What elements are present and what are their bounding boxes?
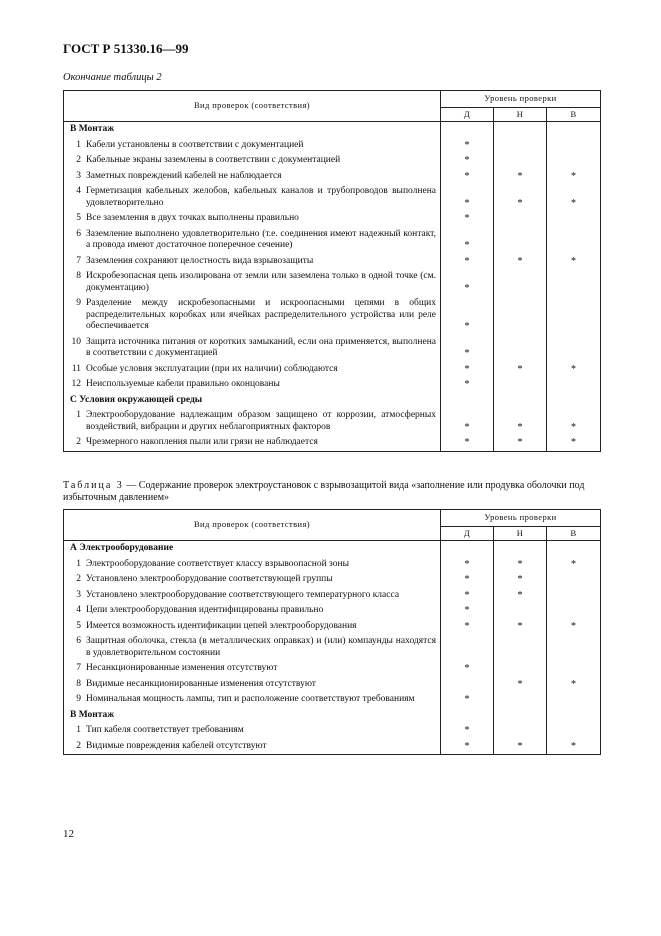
level-v-mark bbox=[547, 377, 601, 393]
level-d-mark: * bbox=[441, 572, 494, 588]
level-label-v: В bbox=[547, 108, 601, 122]
section-heading bbox=[64, 541, 441, 557]
level-d-mark: * bbox=[441, 184, 494, 211]
item-number: 2 bbox=[76, 437, 81, 447]
item-text: Заземления сохраняют целостность вида взрывозащиты bbox=[86, 255, 314, 266]
check-item bbox=[64, 296, 441, 335]
table-row bbox=[64, 362, 601, 378]
item-text: Защита источника питания от коротких замыканий, если она применяется, выполнена в соответствии с документацией bbox=[86, 336, 436, 358]
level-v-mark: * bbox=[547, 677, 601, 693]
table-row bbox=[64, 184, 601, 211]
section-heading-text: С Условия окружающей среды bbox=[70, 394, 203, 405]
level-label-v: В bbox=[547, 527, 601, 541]
check-item bbox=[64, 169, 441, 185]
level-d-mark: * bbox=[441, 211, 494, 227]
item-text: Видимые повреждения кабелей отсутствуют bbox=[86, 740, 267, 751]
level-n-mark bbox=[494, 138, 547, 154]
item-number: 1 bbox=[76, 558, 81, 569]
item-number: 9 bbox=[76, 694, 81, 704]
level-v-mark bbox=[547, 603, 601, 619]
item-text: Все заземления в двух точках выполнены правильно bbox=[86, 213, 299, 223]
level-n-mark bbox=[494, 335, 547, 362]
item-text: Электрооборудование соответствует классу взрывоопасной зоны bbox=[86, 558, 349, 569]
check-item bbox=[64, 184, 441, 211]
level-v-mark: * bbox=[547, 557, 601, 573]
section-row bbox=[64, 122, 601, 138]
level-n-mark: * bbox=[494, 408, 547, 435]
table-row bbox=[64, 572, 601, 588]
table3-caption bbox=[63, 480, 601, 504]
check-item bbox=[64, 408, 441, 435]
item-number: 5 bbox=[76, 213, 81, 223]
item-number: 2 bbox=[76, 155, 81, 165]
item-text: Кабельные экраны заземлены в соответствии с документацией bbox=[86, 155, 341, 165]
check-item bbox=[64, 557, 441, 573]
level-n-mark: * bbox=[494, 557, 547, 573]
level-d-mark: * bbox=[441, 362, 494, 378]
item-number: 12 bbox=[71, 379, 81, 389]
level-label-n: Н bbox=[494, 527, 547, 541]
item-number: 4 bbox=[76, 605, 81, 615]
level-cell bbox=[547, 393, 601, 409]
level-v-mark: * bbox=[547, 739, 601, 755]
table-row bbox=[64, 739, 601, 755]
item-number: 7 bbox=[76, 663, 81, 673]
level-v-mark bbox=[547, 153, 601, 169]
item-text: Разделение между искробезопасными и искроопасными цепями в общих распределительных коробках или ячейках распределительного устройства или реле обеспечивается bbox=[86, 298, 436, 331]
level-cell bbox=[441, 122, 494, 138]
level-n-mark bbox=[494, 634, 547, 661]
level-d-mark: * bbox=[441, 739, 494, 755]
section-row bbox=[64, 393, 601, 409]
table-row bbox=[64, 408, 601, 435]
table-row bbox=[64, 138, 601, 154]
level-v-mark bbox=[547, 211, 601, 227]
level-v-mark bbox=[547, 661, 601, 677]
item-number: 10 bbox=[71, 336, 81, 347]
item-text: Заземление выполнено удовлетворительно (т.е. соединения имеют надежный контакт, а провода имеют достаточное поперечное сечение) bbox=[86, 228, 436, 250]
level-d-mark: * bbox=[441, 254, 494, 270]
section-heading-text: В Монтаж bbox=[70, 709, 115, 720]
item-text: Тип кабеля соответствует требованиям bbox=[86, 725, 244, 735]
table-row bbox=[64, 692, 601, 708]
table-row bbox=[64, 634, 601, 661]
check-item bbox=[64, 227, 441, 254]
section-heading-text: А Электрооборудование bbox=[70, 543, 174, 553]
level-d-mark: * bbox=[441, 138, 494, 154]
item-number: 5 bbox=[76, 620, 81, 631]
level-cell bbox=[441, 708, 494, 724]
check-item bbox=[64, 619, 441, 635]
level-cell bbox=[547, 541, 601, 557]
check-item bbox=[64, 603, 441, 619]
level-d-mark: * bbox=[441, 153, 494, 169]
item-number: 3 bbox=[76, 589, 81, 600]
item-text: Электрооборудование надлежащим образом защищено от коррозии, атмосферных воздействий, вибрации и других неблагоприятных факторов bbox=[86, 410, 436, 432]
item-number: 6 bbox=[76, 228, 81, 239]
table2-body bbox=[64, 122, 601, 452]
level-v-mark bbox=[547, 269, 601, 296]
item-number: 6 bbox=[76, 636, 81, 646]
level-n-mark: * bbox=[494, 572, 547, 588]
level-n-mark bbox=[494, 723, 547, 739]
level-v-mark bbox=[547, 692, 601, 708]
table-row bbox=[64, 603, 601, 619]
item-text: Особые условия эксплуатации (при их наличии) соблюдаются bbox=[86, 363, 338, 374]
check-item bbox=[64, 335, 441, 362]
level-d-mark: * bbox=[441, 557, 494, 573]
table-row bbox=[64, 677, 601, 693]
table-row bbox=[64, 153, 601, 169]
section-row bbox=[64, 541, 601, 557]
check-item bbox=[64, 138, 441, 154]
level-v-mark bbox=[547, 572, 601, 588]
level-n-mark: * bbox=[494, 254, 547, 270]
item-text: Заметных повреждений кабелей не наблюдается bbox=[86, 170, 282, 181]
document-header-title: ГОСТ Р 51330.16—99 bbox=[63, 41, 189, 56]
item-number: 4 bbox=[76, 186, 81, 196]
level-n-mark bbox=[494, 377, 547, 393]
item-number: 8 bbox=[76, 678, 81, 689]
table-row bbox=[64, 723, 601, 739]
level-n-mark bbox=[494, 211, 547, 227]
level-cell bbox=[441, 541, 494, 557]
item-text: Установлено электрооборудование соответствующей группы bbox=[86, 574, 333, 584]
column-header-levels: Уровень проверки bbox=[441, 91, 601, 108]
level-cell bbox=[494, 122, 547, 138]
item-text: Имеется возможность идентификации цепей электрооборудования bbox=[86, 620, 357, 631]
level-d-mark: * bbox=[441, 661, 494, 677]
table-row bbox=[64, 557, 601, 573]
check-item bbox=[64, 254, 441, 270]
level-n-mark bbox=[494, 227, 547, 254]
table-row bbox=[64, 619, 601, 635]
level-cell bbox=[547, 708, 601, 724]
table-row bbox=[64, 211, 601, 227]
check-item bbox=[64, 435, 441, 451]
section-row bbox=[64, 708, 601, 724]
level-v-mark bbox=[547, 296, 601, 335]
level-n-mark bbox=[494, 603, 547, 619]
item-text: Несанкционированные изменения отсутствуют bbox=[86, 663, 278, 673]
level-v-mark: * bbox=[547, 169, 601, 185]
level-cell bbox=[547, 122, 601, 138]
item-number: 7 bbox=[76, 255, 81, 266]
item-number: 1 bbox=[76, 139, 81, 150]
check-item bbox=[64, 377, 441, 393]
level-label-n: Н bbox=[494, 108, 547, 122]
check-item bbox=[64, 723, 441, 739]
item-text: Цепи электрооборудования идентифицированы правильно bbox=[86, 605, 324, 615]
table-row bbox=[64, 296, 601, 335]
level-v-mark: * bbox=[547, 435, 601, 451]
table2-caption: Окончание таблицы 2 bbox=[63, 72, 162, 83]
level-d-mark: * bbox=[441, 619, 494, 635]
level-v-mark bbox=[547, 588, 601, 604]
level-v-mark: * bbox=[547, 408, 601, 435]
level-v-mark bbox=[547, 634, 601, 661]
level-d-mark: * bbox=[441, 377, 494, 393]
level-cell bbox=[494, 541, 547, 557]
level-d-mark: * bbox=[441, 603, 494, 619]
table-row bbox=[64, 169, 601, 185]
level-n-mark bbox=[494, 269, 547, 296]
check-item bbox=[64, 634, 441, 661]
item-text: Герметизация кабельных желобов, кабельных каналов и трубопроводов выполнена удовлетворительно bbox=[86, 186, 436, 208]
level-n-mark: * bbox=[494, 677, 547, 693]
check-item bbox=[64, 739, 441, 755]
item-number: 8 bbox=[76, 271, 81, 281]
level-n-mark: * bbox=[494, 588, 547, 604]
column-header-checks: Вид проверок (соответствия) bbox=[64, 510, 441, 541]
inspection-table-2 bbox=[63, 90, 601, 452]
item-text: Искробезопасная цепь изолирована от земли или заземлена только в одной точке (см. документацию) bbox=[86, 271, 436, 293]
level-d-mark: * bbox=[441, 723, 494, 739]
check-item bbox=[64, 677, 441, 693]
level-d-mark: * bbox=[441, 435, 494, 451]
level-d-mark: * bbox=[441, 692, 494, 708]
table-row bbox=[64, 227, 601, 254]
level-v-mark bbox=[547, 335, 601, 362]
item-text: Неиспользуемые кабели правильно оконцованы bbox=[86, 379, 280, 389]
level-d-mark: * bbox=[441, 169, 494, 185]
item-text: Защитная оболочка, стекла (в металлических оправках) и (или) компаунды находятся в удовлетворительном состоянии bbox=[86, 636, 436, 658]
level-n-mark bbox=[494, 692, 547, 708]
level-n-mark bbox=[494, 661, 547, 677]
level-v-mark: * bbox=[547, 619, 601, 635]
table-row bbox=[64, 435, 601, 451]
level-v-mark: * bbox=[547, 254, 601, 270]
level-d-mark: * bbox=[441, 335, 494, 362]
check-item bbox=[64, 211, 441, 227]
level-cell bbox=[494, 393, 547, 409]
section-heading-text: В Монтаж bbox=[70, 124, 115, 134]
level-n-mark bbox=[494, 153, 547, 169]
column-header-checks: Вид проверок (соответствия) bbox=[64, 91, 441, 122]
table-row bbox=[64, 588, 601, 604]
check-item bbox=[64, 153, 441, 169]
level-v-mark: * bbox=[547, 184, 601, 211]
check-item bbox=[64, 572, 441, 588]
level-d-mark bbox=[441, 634, 494, 661]
level-v-mark bbox=[547, 227, 601, 254]
section-heading bbox=[64, 708, 441, 724]
check-item bbox=[64, 692, 441, 708]
level-v-mark bbox=[547, 723, 601, 739]
level-v-mark: * bbox=[547, 362, 601, 378]
level-n-mark: * bbox=[494, 362, 547, 378]
check-item bbox=[64, 362, 441, 378]
item-text: Установлено электрооборудование соответствующего температурного класса bbox=[86, 589, 400, 600]
column-header-levels: Уровень проверки bbox=[441, 510, 601, 527]
table-row bbox=[64, 661, 601, 677]
level-n-mark: * bbox=[494, 184, 547, 211]
level-n-mark: * bbox=[494, 169, 547, 185]
level-d-mark: * bbox=[441, 588, 494, 604]
table3-caption-text: — Содержание проверок электроустановок с взрывозащитой вида «заполнение или продувка оболочки под избыточным давлением» bbox=[63, 480, 585, 503]
level-n-mark bbox=[494, 296, 547, 335]
table-row bbox=[64, 377, 601, 393]
table-row bbox=[64, 254, 601, 270]
table-row bbox=[64, 335, 601, 362]
level-d-mark: * bbox=[441, 296, 494, 335]
table3-caption-label: Таблица 3 bbox=[63, 480, 124, 491]
check-item bbox=[64, 588, 441, 604]
level-label-d: Д bbox=[441, 527, 494, 541]
item-number: 1 bbox=[76, 725, 81, 735]
section-heading bbox=[64, 393, 441, 409]
level-n-mark: * bbox=[494, 619, 547, 635]
level-n-mark: * bbox=[494, 435, 547, 451]
level-d-mark: * bbox=[441, 408, 494, 435]
check-item bbox=[64, 269, 441, 296]
item-number: 3 bbox=[76, 170, 81, 181]
level-label-d: Д bbox=[441, 108, 494, 122]
level-n-mark: * bbox=[494, 739, 547, 755]
level-d-mark: * bbox=[441, 227, 494, 254]
check-item bbox=[64, 661, 441, 677]
item-text: Номинальная мощность лампы, тип и расположение соответствуют требованиям bbox=[86, 694, 415, 704]
level-v-mark bbox=[547, 138, 601, 154]
level-d-mark: * bbox=[441, 269, 494, 296]
page-number: 12 bbox=[63, 828, 74, 840]
inspection-table-3 bbox=[63, 509, 601, 755]
section-heading bbox=[64, 122, 441, 138]
item-number: 2 bbox=[76, 740, 81, 751]
level-d-mark bbox=[441, 677, 494, 693]
item-text: Кабели установлены в соответствии с документацией bbox=[86, 139, 304, 150]
table3-body bbox=[64, 541, 601, 755]
level-cell bbox=[494, 708, 547, 724]
item-number: 2 bbox=[76, 574, 81, 584]
item-number: 1 bbox=[76, 410, 81, 420]
level-cell bbox=[441, 393, 494, 409]
item-number: 9 bbox=[76, 298, 81, 308]
table-row bbox=[64, 269, 601, 296]
item-number: 11 bbox=[71, 363, 81, 374]
item-text: Видимые несанкционированные изменения отсутствуют bbox=[86, 678, 316, 689]
item-text: Чрезмерного накопления пыли или грязи не наблюдается bbox=[86, 437, 318, 447]
